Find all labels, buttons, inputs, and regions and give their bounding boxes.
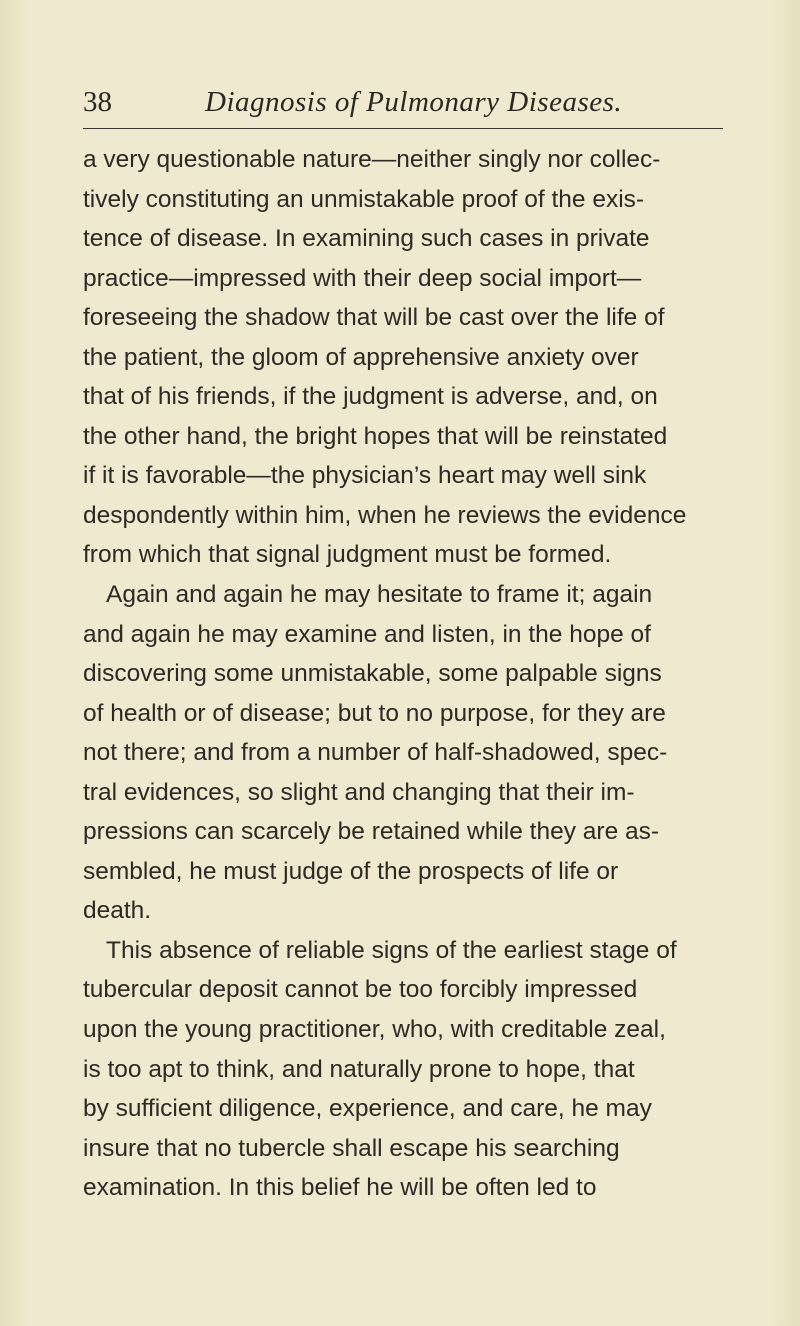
header-rule <box>83 128 723 129</box>
text-line: and again he may examine and listen, in the hope of <box>83 620 651 648</box>
text-line: practice—impressed with their deep social import— <box>83 264 642 292</box>
text-line: that of his friends, if the judgment is adverse, and, on <box>83 383 658 411</box>
running-title: Diagnosis of Pulmonary Diseases. <box>205 86 623 118</box>
paragraph-1 <box>83 140 743 575</box>
text-line: is too apt to think, and naturally prone to hope, that <box>83 1055 635 1083</box>
paragraph-2 <box>83 575 743 931</box>
text-line: examination. In this belief he will be often led to <box>83 1174 597 1202</box>
text-line: This absence of reliable signs of the earliest stage of <box>106 936 677 964</box>
page-header <box>83 84 723 120</box>
text-line: Again and again he may hesitate to frame it; again <box>106 581 653 609</box>
text-line: tence of disease. In examining such cases in private <box>83 225 650 253</box>
text-line: upon the young practitioner, who, with creditable zeal, <box>83 1016 666 1044</box>
page-number: 38 <box>83 86 112 118</box>
text-line: discovering some unmistakable, some palpable signs <box>83 660 662 688</box>
text-line: death. <box>83 897 152 925</box>
text-line: a very questionable nature—neither singly nor collec- <box>83 146 661 173</box>
text-line: of health or of disease; but to no purpose, for they are <box>83 699 666 727</box>
text-line: from which that signal judgment must be formed. <box>83 541 612 569</box>
text-line: tively constituting an unmistakable proof of the exis- <box>83 185 645 213</box>
text-line: tral evidences, so slight and changing that their im- <box>83 778 635 806</box>
text-line: sembled, he must judge of the prospects of life or <box>83 857 619 885</box>
text-line: insure that no tubercle shall escape his searching <box>83 1134 620 1162</box>
text-line: not there; and from a number of half-shadowed, spec- <box>83 739 668 767</box>
text-line: the other hand, the bright hopes that will be reinstated <box>83 422 668 450</box>
text-line: despondently within him, when he reviews the evidence <box>83 501 687 529</box>
text-line: pressions can scarcely be retained while they are as- <box>83 818 660 846</box>
text-line: foreseeing the shadow that will be cast over the life of <box>83 304 665 332</box>
body-text <box>83 140 743 1208</box>
text-line: the patient, the gloom of apprehensive anxiety over <box>83 343 639 371</box>
text-line: if it is favorable—the physician’s heart may well sink <box>83 462 647 490</box>
paragraph-3 <box>83 931 743 1208</box>
text-line: by sufficient diligence, experience, and care, he may <box>83 1095 652 1123</box>
text-line: tubercular deposit cannot be too forcibly impressed <box>83 976 638 1004</box>
